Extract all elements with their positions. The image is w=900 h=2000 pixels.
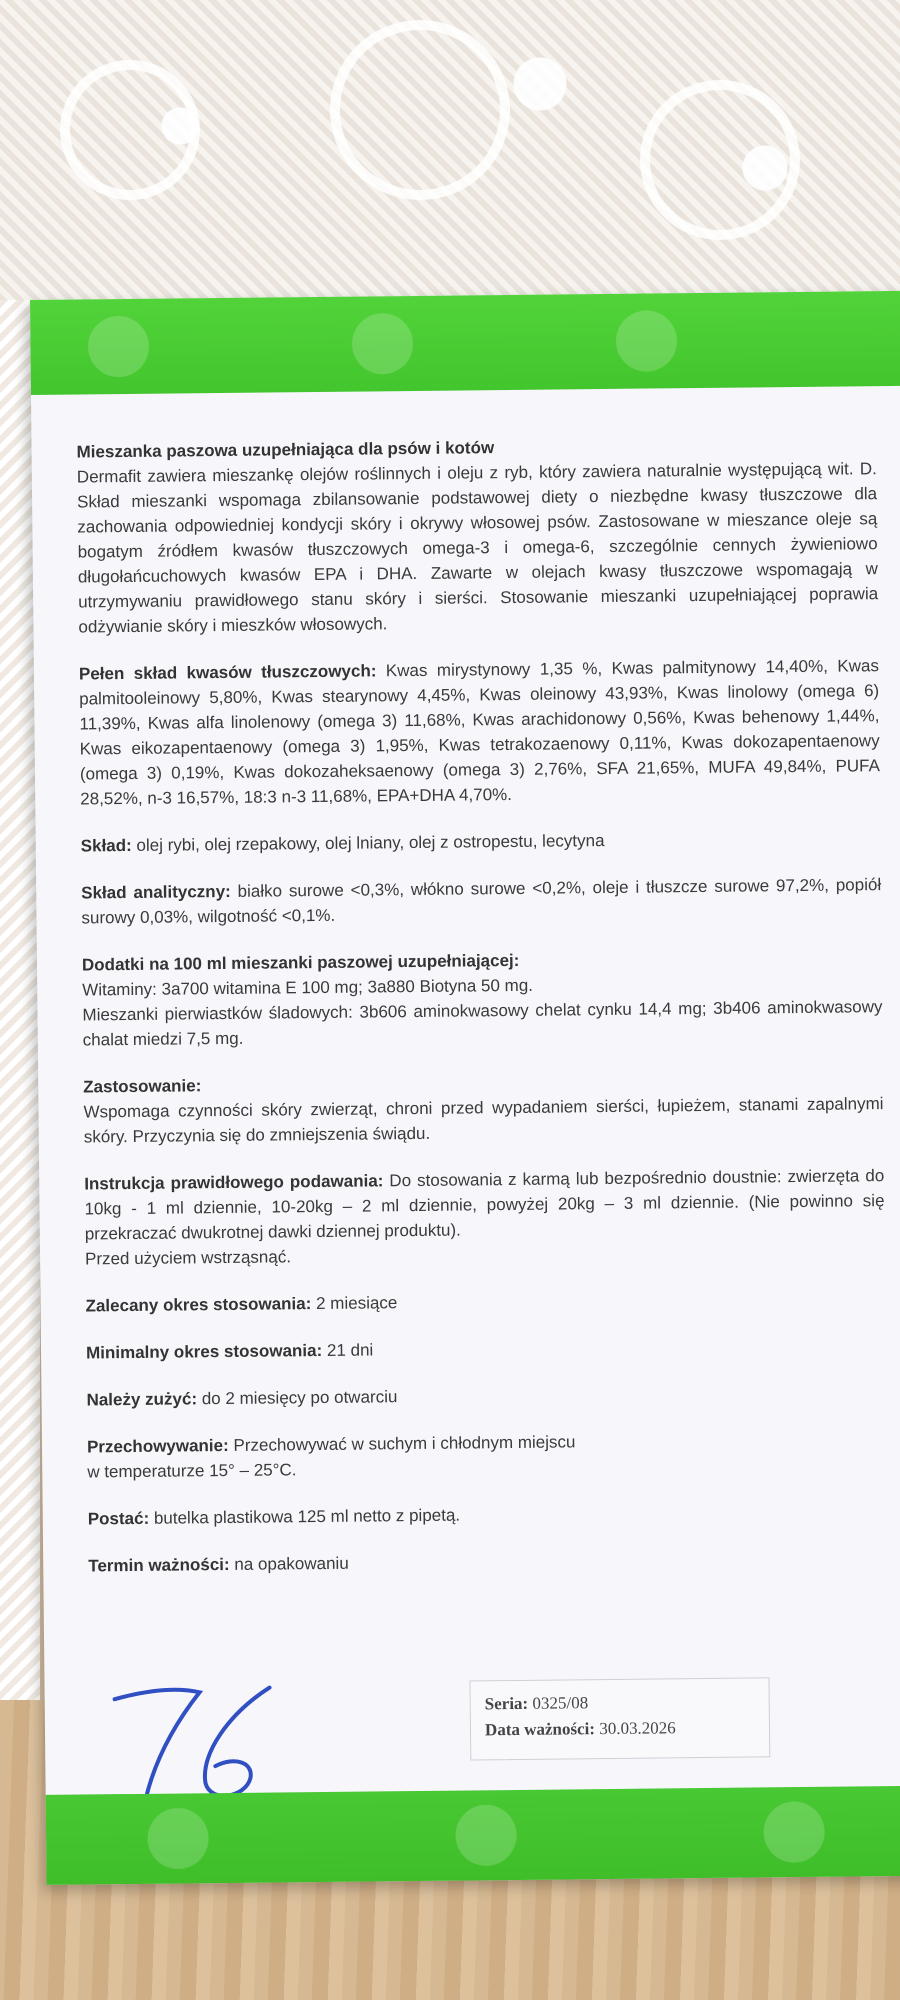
minimum-period-label: Minimalny okres stosowania: [85, 1340, 323, 1363]
product-title: Mieszanka paszowa uzupełniająca dla psów i kotów [76, 438, 495, 462]
form-label: Postać: [87, 1508, 150, 1529]
series-label: Seria: [484, 1693, 529, 1714]
recommended-period-section [85, 1285, 885, 1318]
fatty-acids-label: Pełen skład kwasów tłuszczowych: [78, 661, 377, 684]
recommended-period-text: 2 miesiące [311, 1293, 398, 1314]
analytical-text: białko surowe <0,3%, włókno surowe <0,2%, oleje i tłuszcze surowe 97,2%, popiół surowy 0,03%, wilgotność <0,1%. [81, 875, 882, 928]
label-text [76, 431, 888, 1600]
series-value: 0325/08 [528, 1693, 589, 1713]
lace-pattern [330, 20, 510, 200]
expiry-date-value: 30.03.2026 [594, 1718, 676, 1739]
usage-section [83, 1066, 884, 1149]
composition-section [81, 825, 881, 858]
trace-elements-text: Mieszanki pierwiastków śladowych: 3b606 aminokwasowy chelat cynku 14,4 mg; 3b406 aminokwasowy chalat miedzi 7,5 mg. [82, 997, 883, 1050]
use-by-text: do 2 miesięcy po otwarciu [196, 1387, 398, 1409]
product-description: Dermafit zawiera mieszankę olejów roślinnych i oleju z ryb, który zawiera naturalnie występującą wit. D. Skład mieszanki wspomaga zbilansowanie podstawowej diety o niezbędne kwasy tłuszczowe dla zachowania odpowiedniej kondycji skóry i okrywy włosowej psów. Zastosowane w mieszance oleje są bogatym źródłem kwasów tłuszczowych omega-3 i omega-6, szczególnie cennych żywieniowo długołańcuchowych kwasów EPA i DHA. Zawarte w olejach kwasy tłuszczowe wspomagają w utrzymywaniu prawidłowego stanu skóry i sierści. Stosowanie mieszanki uzupełniającej poprawia odżywianie skóry i mieszków włosowych. [76, 459, 879, 637]
minimum-period-text: 21 dni [322, 1340, 374, 1360]
vitamins-text: Witaminy: 3a700 witamina E 100 mg; 3a880 Biotyna 50 mg. [82, 975, 534, 1000]
instructions-section [84, 1163, 885, 1271]
series-row [485, 1688, 755, 1717]
lace-pattern [60, 60, 200, 200]
form-text: butelka plastikowa 125 ml netto z pipetą. [149, 1505, 461, 1528]
instructions-label: Instrukcja prawidłowego podawania: [84, 1171, 384, 1194]
shake-text: Przed użyciem wstrząsnąć. [84, 1247, 292, 1269]
storage-section [87, 1426, 887, 1484]
usage-label: Zastosowanie: [83, 1076, 202, 1097]
lace-pattern [640, 80, 800, 240]
analytical-label: Skład analityczny: [81, 881, 231, 903]
minimum-period-section [86, 1332, 886, 1365]
analytical-section [81, 872, 881, 930]
use-by-label: Należy zużyć: [86, 1389, 198, 1410]
handwritten-stroke-seven [115, 1689, 201, 1799]
intro-section [76, 431, 878, 639]
expiry-section [88, 1545, 888, 1578]
expiry-date-label: Data ważności: [484, 1719, 596, 1740]
expiry-date-row [485, 1714, 755, 1743]
additives-section [82, 944, 883, 1052]
expiry-text: na opakowaniu [229, 1553, 349, 1574]
form-section [88, 1498, 888, 1531]
use-by-section [86, 1379, 886, 1412]
usage-text: Wspomaga czynności skóry zwierząt, chroni przed wypadaniem sierści, łupieżem, stanami zapalnymi skóry. Przyczynia się do zmniejszenia świądu. [83, 1094, 884, 1147]
handwritten-number [104, 1677, 285, 1809]
storage-temp: w temperaturze 15° – 25°C. [87, 1460, 297, 1482]
green-band-top [30, 291, 900, 395]
expiry-label: Termin ważności: [88, 1554, 230, 1576]
composition-text: olej rybi, olej rzepakowy, olej lniany, olej z ostropestu, lecytyna [131, 831, 605, 855]
fatty-acids-section [79, 653, 881, 811]
instructions-text: Do stosowania z karmą lub bezpośrednio doustnie: zwierzęta do 10kg - 1 ml dziennie, 10-20kg – 2 ml dziennie, powyżej 20kg – 3 ml dziennie. (Nie powinno się przekraczać dwukrotnej dawki dziennej produktu). [84, 1166, 885, 1244]
product-box [30, 291, 900, 1885]
lot-info-box [469, 1677, 770, 1760]
fatty-acids-text: Kwas mirystynowy 1,35 %, Kwas palmitynowy 14,40%, Kwas palmitooleinowy 5,80%, Kwas stearynowy 4,45%, Kwas oleinowy 43,93%, Kwas linolowy (omega 6) 11,39%, Kwas alfa linolenowy (omega 3) 11,68%, Kwas arachidonowy 0,56%, Kwas behenowy 1,44%, Kwas eikozapentaenowy (omega 3) 1,95%, Kwas tetrakozaenowy 0,11%, Kwas dokozapentaenowy (omega 3) 0,19%, Kwas dokozaheksaenowy (omega 3) 2,76%, SFA 21,65%, MUFA 49,84%, PUFA 28,52%, n-3 16,57%, 18:3 n-3 11,68%, EPA+DHA 4,70%. [79, 656, 881, 809]
handwritten-stroke-six [204, 1688, 271, 1796]
green-band-bottom [46, 1786, 900, 1885]
storage-text: Przechowywać w suchym i chłodnym miejscu [228, 1432, 576, 1455]
composition-label: Skład: [80, 835, 132, 856]
storage-label: Przechowywanie: [86, 1435, 229, 1457]
additives-label: Dodatki na 100 ml mieszanki paszowej uzupełniającej: [81, 950, 520, 975]
recommended-period-label: Zalecany okres stosowania: [85, 1294, 312, 1316]
